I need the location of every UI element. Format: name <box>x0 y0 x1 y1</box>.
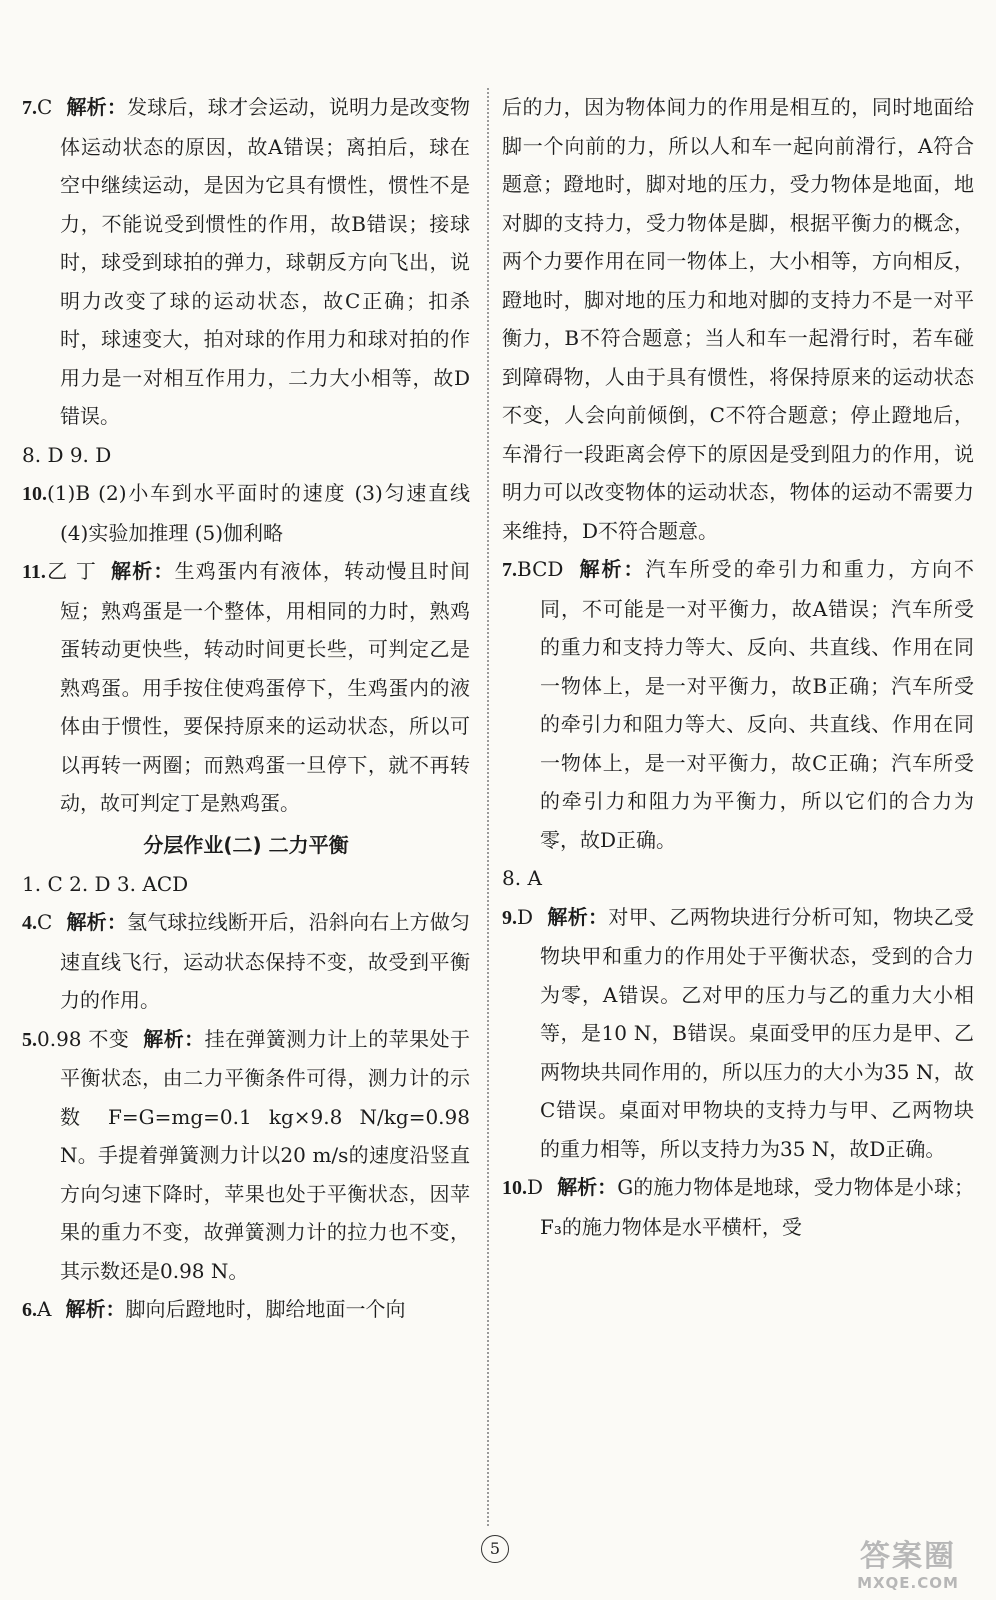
answer-7: 7.C 解析：发球后，球才会运动，说明力是改变物体运动状态的原因，故A错误；离拍后，球在空中继续运动，是因为它具有惯性，惯性不是力，不能说受到惯性的作用，故B错误；接球时，球受到球拍的弹力，球朝反方向飞出，说明力改变了球的运动状态，故C正确；扣杀时，球速变大，拍对球的作用力和球对拍的作用力是一对相互作用力，二力大小相等，故D错误。 <box>22 95 471 428</box>
watermark-logo-sub: MXQE.COM <box>857 1574 959 1592</box>
answer-5: 5.0.98 不变 解析：挂在弹簧测力计上的苹果处于平衡状态，由二力平衡条件可得，测力计的示数 F=G=mg=0.1 kg×9.8 N/kg=0.98 N。手提着弹簧测力计以20 m/s的速度沿竖直方向匀速下降时，苹果也处于平衡状态，因苹果的重力不变，故弹簧测力计的拉力也不变，其示数还是0.98 N。 <box>22 1026 471 1283</box>
watermark-logo <box>828 1540 988 1596</box>
answer-1-3: 1. C 2. D 3. ACD <box>22 871 189 896</box>
answer-10-right: 10.D 解析：G的施力物体是地球，受力物体是小球；F₃的施力物体是水平横杆，受 <box>502 1175 974 1239</box>
answer-10: 10.(1)B (2)小车到水平面时的速度 (3)匀速直线 (4)实验加推理 (5)伽利略 <box>22 481 470 545</box>
answer-8-9: 8. D 9. D <box>22 442 112 467</box>
right-column <box>502 88 974 1246</box>
answer-6: 6.A 解析：脚向后蹬地时，脚给地面一个向 <box>22 1297 406 1321</box>
answer-9-right: 9.D 解析：对甲、乙两物块进行分析可知，物块乙受物块甲和重力的作用处于平衡状态，受到的合力为零，A错误。乙对甲的压力与乙的重力大小相等，是10 N，B错误。桌面受甲的压力是甲、乙两物块共同作用的，所以压力的大小为35 N，故C错误。桌面对甲物块的支持力与甲、乙两物块的重力相等，所以支持力为35 N，故D正确。 <box>502 904 975 1161</box>
column-divider <box>487 88 489 1526</box>
watermark-logo-main: 答案圈 <box>860 1539 956 1574</box>
answer-7-right: 7.BCD 解析：汽车所受的牵引力和重力，方向不同，不可能是一对平衡力，故A错误；汽车所受的重力和支持力等大、反向、共直线、作用在同一物体上，是一对平衡力，故B正确；汽车所受的牵引力和阻力等大、反向、共直线、作用在同一物体上，是一对平衡力，故C正确；汽车所受的牵引力和阻力为平衡力，所以它们的合力为零，故D正确。 <box>502 557 975 852</box>
page-number: 5 <box>481 1535 509 1563</box>
left-column <box>22 88 470 1330</box>
answer-4: 4.C 解析：氢气球拉线断开后，沿斜向右上方做匀速直线飞行，运动状态保持不变，故受到平衡力的作用。 <box>22 910 471 1012</box>
answer-6-continued: 后的力，因为物体间力的作用是相互的，同时地面给脚一个向前的力，所以人和车一起向前滑行，A符合题意；蹬地时，脚对地的压力，受力物体是地面，地对脚的支持力，受力物体是脚，根据平衡力的概念，两个力要作用在同一物体上，大小相等，方向相反，蹬地时，脚对地的压力和地对脚的支持力不是一对平衡力，B不符合题意；当人和车一起滑行时，若车碰到障碍物，人由于具有惯性，将保持原来的运动状态不变，人会向前倾倒，C不符合题意；停止蹬地后，车滑行一段距离会停下的原因是受到阻力的作用，说明力可以改变物体的运动状态，物体的运动不需要力来维持，D不符合题意。 <box>502 95 974 543</box>
answer-8-right: 8. A <box>502 866 542 890</box>
answer-11: 11.乙 丁 解析：生鸡蛋内有液体，转动慢且时间短；熟鸡蛋是一个整体，用相同的力时，熟鸡蛋转动更快些，转动时间更长些，可判定乙是熟鸡蛋。用手按住使鸡蛋停下，生鸡蛋内的液体由于惯性，要保持原来的运动状态，所以可以再转一两圈；而熟鸡蛋一旦停下，就不再转动，故可判定丁是熟鸡蛋。 <box>22 559 471 815</box>
section-title: 分层作业(二) 二力平衡 <box>143 832 349 857</box>
